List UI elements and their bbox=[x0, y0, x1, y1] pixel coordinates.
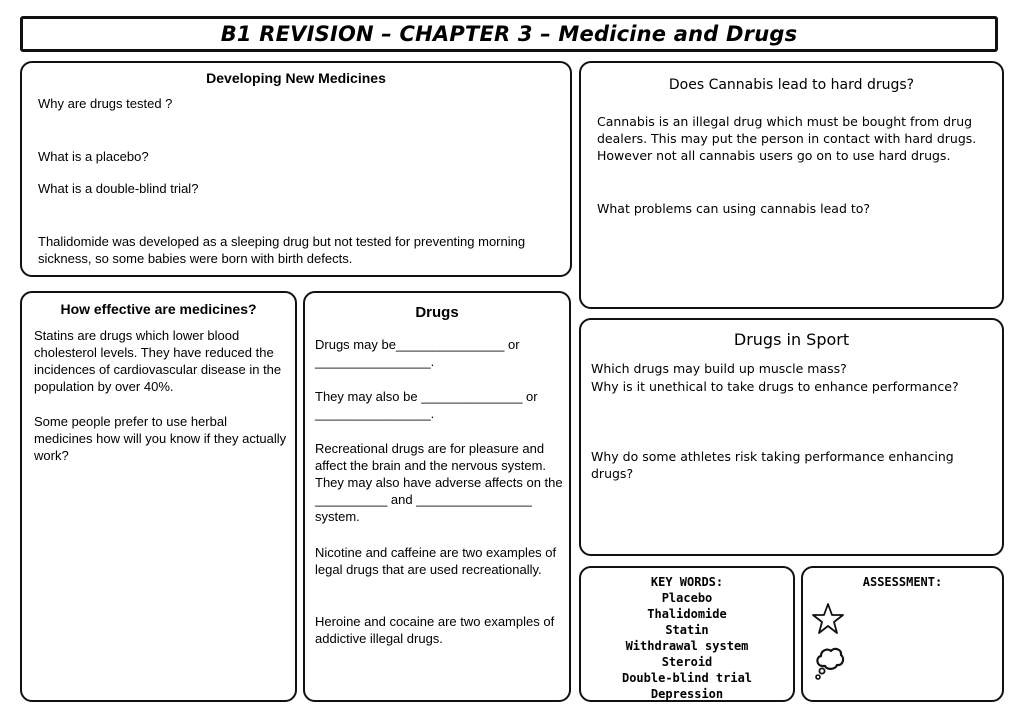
drugs-p2: They may also be ______________ or ________________. bbox=[315, 389, 538, 421]
developing-note: Thalidomide was developed as a sleeping drug but not tested for preventing morning sickness, so some babies were born with birth defects. bbox=[38, 234, 526, 266]
sport-q1: Which drugs may build up muscle mass? bbox=[591, 361, 847, 376]
star-icon bbox=[811, 602, 845, 636]
keyword-item: Depression bbox=[650, 687, 724, 701]
cannabis-panel bbox=[579, 61, 1004, 309]
developing-q1: Why are drugs tested ? bbox=[38, 96, 173, 111]
effective-heading: How effective are medicines? bbox=[60, 301, 257, 317]
effective-p1: Statins are drugs which lower blood cholesterol levels. They have reduced the incidences of cardiovascular disease in the population by over 40%. bbox=[34, 328, 282, 394]
sport-q2: Why is it unethical to take drugs to enhance performance? bbox=[591, 379, 959, 394]
key-words-panel bbox=[579, 566, 795, 702]
drugs-in-sport-panel bbox=[579, 318, 1004, 556]
keyword-item: Double-blind trial bbox=[621, 671, 753, 685]
drugs-p4: Nicotine and caffeine are two examples of legal drugs that are used recreationally. bbox=[315, 545, 557, 577]
effective-medicines-panel bbox=[20, 291, 297, 702]
drugs-panel bbox=[303, 291, 571, 702]
sport-q3: Why do some athletes risk taking performance enhancing drugs? bbox=[591, 449, 954, 481]
key-words-heading: KEY WORDS: bbox=[650, 575, 724, 589]
drugs-p1: Drugs may be_______________ or ________________. bbox=[315, 337, 520, 369]
assessment-panel bbox=[801, 566, 1004, 702]
sport-heading: Drugs in Sport bbox=[733, 330, 850, 349]
developing-q2: What is a placebo? bbox=[38, 149, 149, 164]
keyword-item: Placebo bbox=[661, 591, 713, 605]
drugs-p5: Heroine and cocaine are two examples of addictive illegal drugs. bbox=[315, 614, 555, 646]
title-bar bbox=[20, 16, 998, 52]
drugs-p3: Recreational drugs are for pleasure and affect the brain and the nervous system. They may also have adverse affects on the __________ and ________________ system. bbox=[315, 441, 563, 524]
cannabis-question: What problems can using cannabis lead to? bbox=[597, 201, 871, 216]
keyword-item: Steroid bbox=[661, 655, 713, 669]
drugs-heading: Drugs bbox=[415, 304, 459, 321]
developing-heading: Developing New Medicines bbox=[206, 70, 386, 86]
effective-p2: Some people prefer to use herbal medicines how will you know if they actually work? bbox=[34, 414, 287, 463]
thought-bubble-icon bbox=[813, 646, 845, 682]
keyword-item: Thalidomide bbox=[647, 607, 727, 621]
cannabis-heading: Does Cannabis lead to hard drugs? bbox=[668, 77, 915, 93]
page-title: B1 REVISION – CHAPTER 3 – Medicine and Drugs bbox=[220, 22, 798, 46]
developing-q3: What is a double-blind trial? bbox=[38, 181, 199, 196]
keyword-item: Withdrawal system bbox=[625, 639, 749, 653]
assessment-heading: ASSESSMENT: bbox=[862, 575, 943, 589]
developing-medicines-panel bbox=[20, 61, 572, 277]
cannabis-text: Cannabis is an illegal drug which must be bought from drug dealers. This may put the person in contact with hard drugs. However not all cannabis users go on to use hard drugs. bbox=[597, 114, 977, 163]
keyword-item: Statin bbox=[665, 623, 709, 637]
